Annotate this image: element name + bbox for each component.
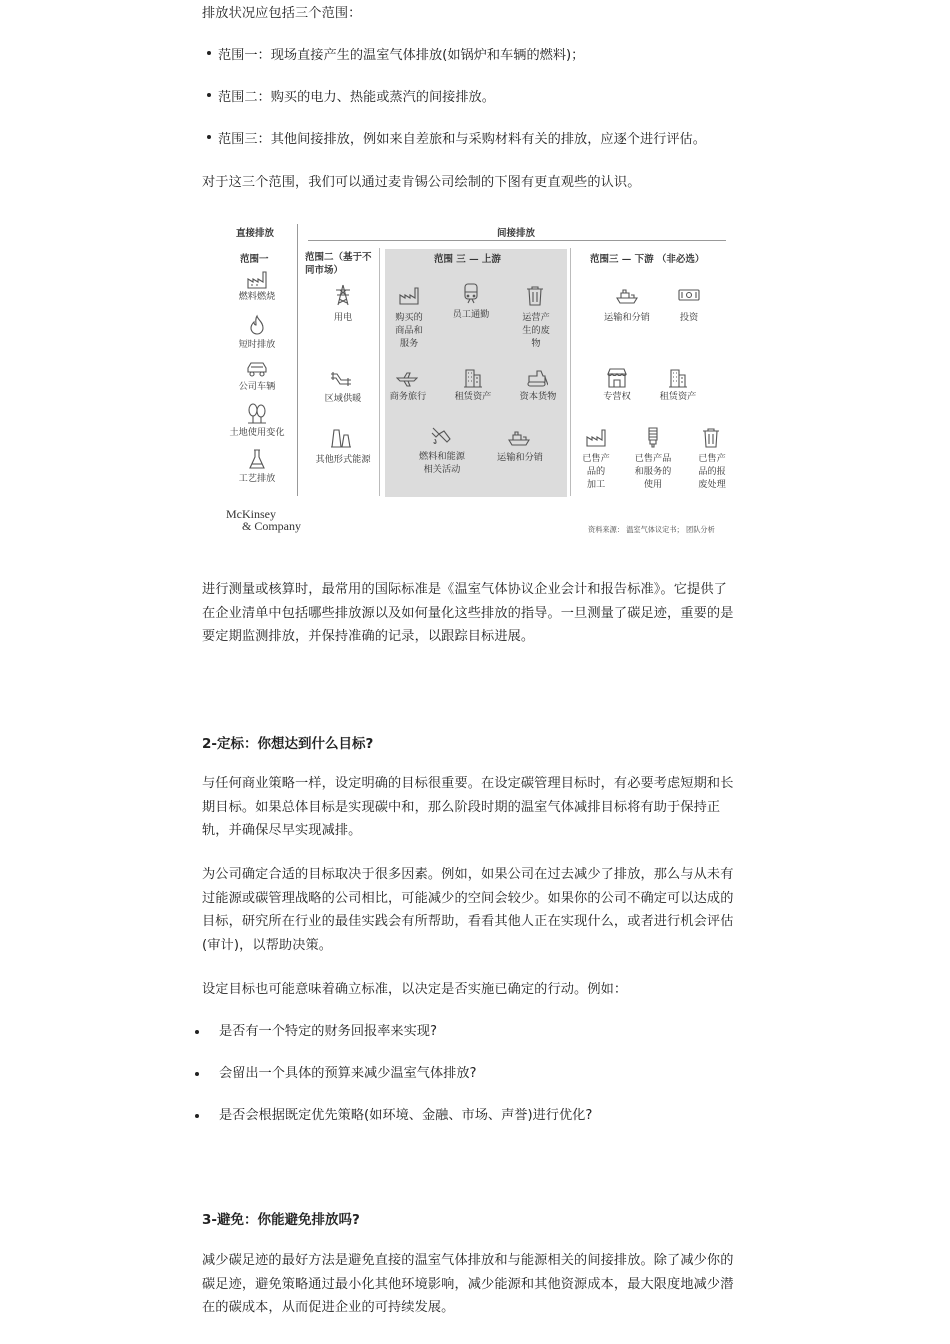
bin-icon — [700, 426, 722, 448]
fuel-nozzle-icon — [430, 424, 452, 446]
ship-icon — [616, 284, 638, 306]
bullet-icon — [195, 1030, 199, 1034]
scope3-down-label: 已售产品 和服务的 使用 — [634, 453, 672, 490]
list-item: 范围二：购买的电力、热能或蒸汽的间接排放。 — [207, 87, 495, 109]
figure-intro: 对于这三个范围，我们可以通过麦肯锡公司绘制的下图有更直观些的认识。 — [202, 175, 641, 190]
section2-paragraph: 与任何商业策略一样，设定明确的目标很重要。在设定碳管理目标时，有必要考虑短期和长期目标。如果总体目标是实现碳中和，那么阶段时期的温室气体减排目标将有助于保持正轨，并确保尽早实现减排。 — [202, 776, 734, 839]
bulldozer-icon — [526, 366, 548, 388]
money-icon — [678, 284, 700, 306]
direct-header: 直接排放 — [236, 228, 275, 239]
list-item: 范围三：其他间接排放，例如来自差旅和与采购材料有关的排放，应逐个进行评估。 — [207, 129, 706, 151]
store-icon — [606, 366, 628, 388]
factory-icon — [398, 284, 420, 306]
scope3-up-label: 租赁资产 — [454, 391, 492, 402]
intro-lead: 排放状况应包括三个范围： — [202, 6, 362, 21]
scope-emissions-figure — [222, 218, 732, 540]
scope3-down-label: 投资 — [679, 312, 699, 323]
section3-paragraph: 减少碳足迹的最好方法是避免直接的温室气体排放和与能源相关的间接排放。除了减少你的碳足迹，避免策略通过最小化其他环境影响，减少能源和其他资源成本，最大限度地减少潜在的碳成本，从而促进企业的可持续发展。 — [202, 1253, 734, 1316]
scope2-label: 其他形式能源 — [315, 454, 371, 465]
section2-paragraph: 设定目标也可能意味着确立标准，以决定是否实施已确定的行动。例如： — [202, 982, 628, 997]
scope2-label: 区域供暖 — [324, 393, 362, 404]
building-icon — [667, 366, 689, 388]
scope3-up-label: 资本货物 — [519, 391, 557, 402]
scope3-up-label: 商务旅行 — [389, 391, 427, 402]
bullet-icon — [207, 51, 211, 55]
train-icon — [460, 282, 482, 304]
mckinsey-logo: McKinsey & Company — [226, 507, 301, 533]
cooling-tower-icon — [330, 426, 352, 448]
scope3-upstream-title: 范围 三 — 上游 — [434, 254, 501, 265]
bullet-icon — [195, 1114, 199, 1118]
scope3-up-label: 运输和分销 — [497, 452, 543, 463]
section2-heading: 2-定标：你想达到什么目标? — [202, 736, 374, 752]
scope3-up-label: 购买的 商品和 服务 — [395, 312, 423, 349]
scope3-down-label: 运输和分销 — [604, 312, 650, 323]
bin-icon — [524, 284, 546, 306]
scope1-label: 燃料燃烧 — [238, 291, 276, 302]
factory-icon — [585, 426, 607, 448]
factory-icon — [246, 268, 268, 290]
plane-icon — [396, 368, 418, 390]
scope3-down-label: 已售产 品的报 废处理 — [698, 453, 726, 490]
ship-icon — [508, 426, 530, 448]
bulb-icon — [642, 426, 664, 448]
trees-icon — [246, 402, 268, 424]
pylon-icon — [332, 284, 354, 306]
standard-paragraph: 进行测量或核算时，最常用的国际标准是《温室气体协议企业会计和报告标准》。它提供了在企业清单中包括哪些排放源以及如何量化这些排放的指导。一旦测量了碳足迹，重要的是要定期监测排放，并保持准确的记录，以跟踪目标进展。 — [202, 582, 734, 645]
bullet-icon — [207, 135, 211, 139]
flask-icon — [246, 448, 268, 470]
scope1-label: 短时排放 — [238, 339, 276, 350]
flame-icon — [246, 314, 268, 336]
scope3-down-label: 已售产 品的 加工 — [582, 453, 610, 490]
scope3-up-label: 员工通勤 — [452, 309, 490, 320]
pipe-icon — [330, 366, 352, 388]
car-icon — [246, 358, 268, 380]
scope2-label: 用电 — [333, 312, 353, 323]
section2-paragraph: 为公司确定合适的目标取决于很多因素。例如，如果公司在过去减少了排放，那么与从未有过能源或碳管理战略的公司相比，可能减少的空间会较少。如果你的公司不确定可以达成的目标，研究所在行业的最佳实践会有所帮助，看看其他人正在实现什么，或者进行机会评估(审计)，以帮助决策。 — [202, 867, 734, 953]
scope1-label: 工艺排放 — [238, 473, 276, 484]
section3-heading: 3-避免：你能避免排放吗? — [202, 1212, 360, 1228]
scope1-label: 土地使用变化 — [229, 427, 285, 438]
scope3-down-label: 租赁资产 — [659, 391, 697, 402]
list-item: 范围一：现场直接产生的温室气体排放(如锅炉和车辆的燃料)； — [207, 45, 584, 67]
figure-source: 资料来源： 温室气体议定书； 团队分析 — [588, 525, 715, 534]
bullet-icon — [207, 93, 211, 97]
scope3-down-label: 专营权 — [603, 391, 631, 402]
scope1-title: 范围一 — [240, 254, 269, 265]
building-icon — [462, 366, 484, 388]
scope1-label: 公司车辆 — [238, 381, 276, 392]
bullet-icon — [195, 1072, 199, 1076]
scope3-downstream-title: 范围三 — 下游 （非必选） — [590, 254, 705, 265]
scope3-up-label: 运营产 生的废 物 — [522, 312, 550, 349]
scope2-title: 范围二（基于不同市场） — [305, 252, 372, 276]
scope3-up-label: 燃料和能源 相关活动 — [419, 451, 465, 475]
indirect-header: 间接排放 — [497, 228, 536, 239]
